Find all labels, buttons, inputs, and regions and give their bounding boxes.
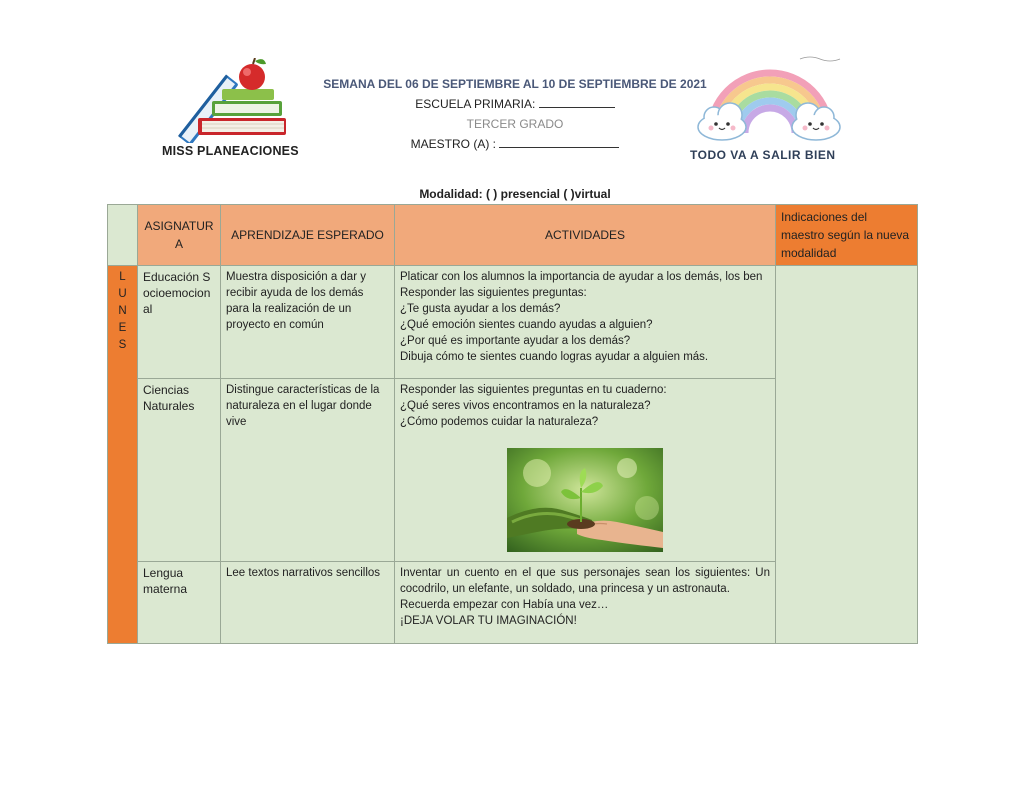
activity-line: Inventar un cuento en el que sus personajes sean los siguientes: Un cocodrilo, un elefante, un soldado, una princesa y un astronauta.: [400, 567, 770, 595]
left-logo-label: MISS PLANEACIONES: [162, 144, 299, 158]
activity-line: Responder las siguientes preguntas en tu cuaderno:: [400, 384, 667, 396]
document-header: [300, 74, 730, 154]
activities-cell: [395, 379, 776, 562]
learning-cell: Lee textos narrativos sencillos: [221, 562, 395, 644]
activities-cell: [395, 562, 776, 644]
activity-line: ¿Te gusta ayudar a los demás?: [400, 303, 561, 315]
subject-cell: Lengua materna: [138, 562, 221, 644]
subject-cell: Ciencias Naturales: [138, 379, 221, 562]
activity-line: Platicar con los alumnos la importancia de ayudar a los demás, los ben: [400, 271, 763, 283]
rainbow-logo: [690, 55, 850, 170]
teacher-label: MAESTRO (A) :: [410, 137, 496, 151]
activity-line: ¿Qué seres vivos encontramos en la naturaleza?: [400, 400, 651, 412]
rainbow-icon: [690, 55, 850, 147]
activity-line: ¿Qué emoción sientes cuando ayudas a alguien?: [400, 319, 653, 331]
activity-line: ¿Por qué es importante ayudar a los demás?: [400, 335, 631, 347]
header-subject: ASIGNATURA: [138, 205, 221, 266]
activities-cell: [395, 266, 776, 379]
day-letter: S: [118, 339, 127, 351]
day-letter: L: [119, 271, 126, 283]
header-activities: ACTIVIDADES: [395, 205, 776, 266]
grade-label: TERCER GRADO: [466, 117, 564, 131]
header-blank-cell: [108, 205, 138, 266]
teacher-line: [300, 134, 730, 154]
lesson-plan-table: [107, 204, 918, 644]
books-apple-icon: [160, 58, 305, 143]
learning-cell: Muestra disposición a dar y recibir ayuda de los demás para la realización de un proyecto en común: [221, 266, 395, 379]
week-title: SEMANA DEL 06 DE SEPTIEMBRE AL 10 DE SEPTIEMBRE DE 2021: [323, 77, 707, 91]
right-cloud-icon: [792, 103, 840, 140]
activity-line: Recuerda empezar con Había una vez…: [400, 599, 609, 611]
miss-planeaciones-logo: [160, 58, 305, 163]
day-label-lunes: [108, 266, 138, 644]
school-label: ESCUELA PRIMARIA:: [415, 97, 536, 111]
header-learning: APRENDIZAJE ESPERADO: [221, 205, 395, 266]
learning-cell: Distingue características de la naturaleza en el lugar donde vive: [221, 379, 395, 562]
activity-line: Responder las siguientes preguntas:: [400, 287, 587, 299]
school-blank: [539, 97, 615, 108]
school-line: [300, 94, 730, 114]
right-logo-label: TODO VA A SALIR BIEN: [690, 148, 836, 162]
nature-hand-plant-image: [507, 448, 663, 552]
subject-cell: Educación Socioemocional: [138, 266, 221, 379]
modality-line: Modalidad: ( ) presencial ( )virtual: [419, 187, 611, 201]
activity-line: ¿Cómo podemos cuidar la naturaleza?: [400, 416, 599, 428]
table-header-row: [108, 205, 918, 266]
header-notes: Indicaciones del maestro según la nueva modalidad: [776, 205, 918, 266]
left-cloud-icon: [698, 103, 746, 140]
activity-line: Dibuja cómo te sientes cuando logras ayudar a alguien más.: [400, 351, 709, 363]
activity-line: ¡DEJA VOLAR TU IMAGINACIÓN!: [400, 615, 577, 627]
teacher-notes-cell: [776, 266, 918, 644]
day-letter: E: [118, 322, 127, 334]
teacher-blank: [499, 137, 619, 148]
table-row: [108, 266, 918, 379]
day-letter: N: [118, 305, 127, 317]
day-letter: U: [118, 288, 127, 300]
